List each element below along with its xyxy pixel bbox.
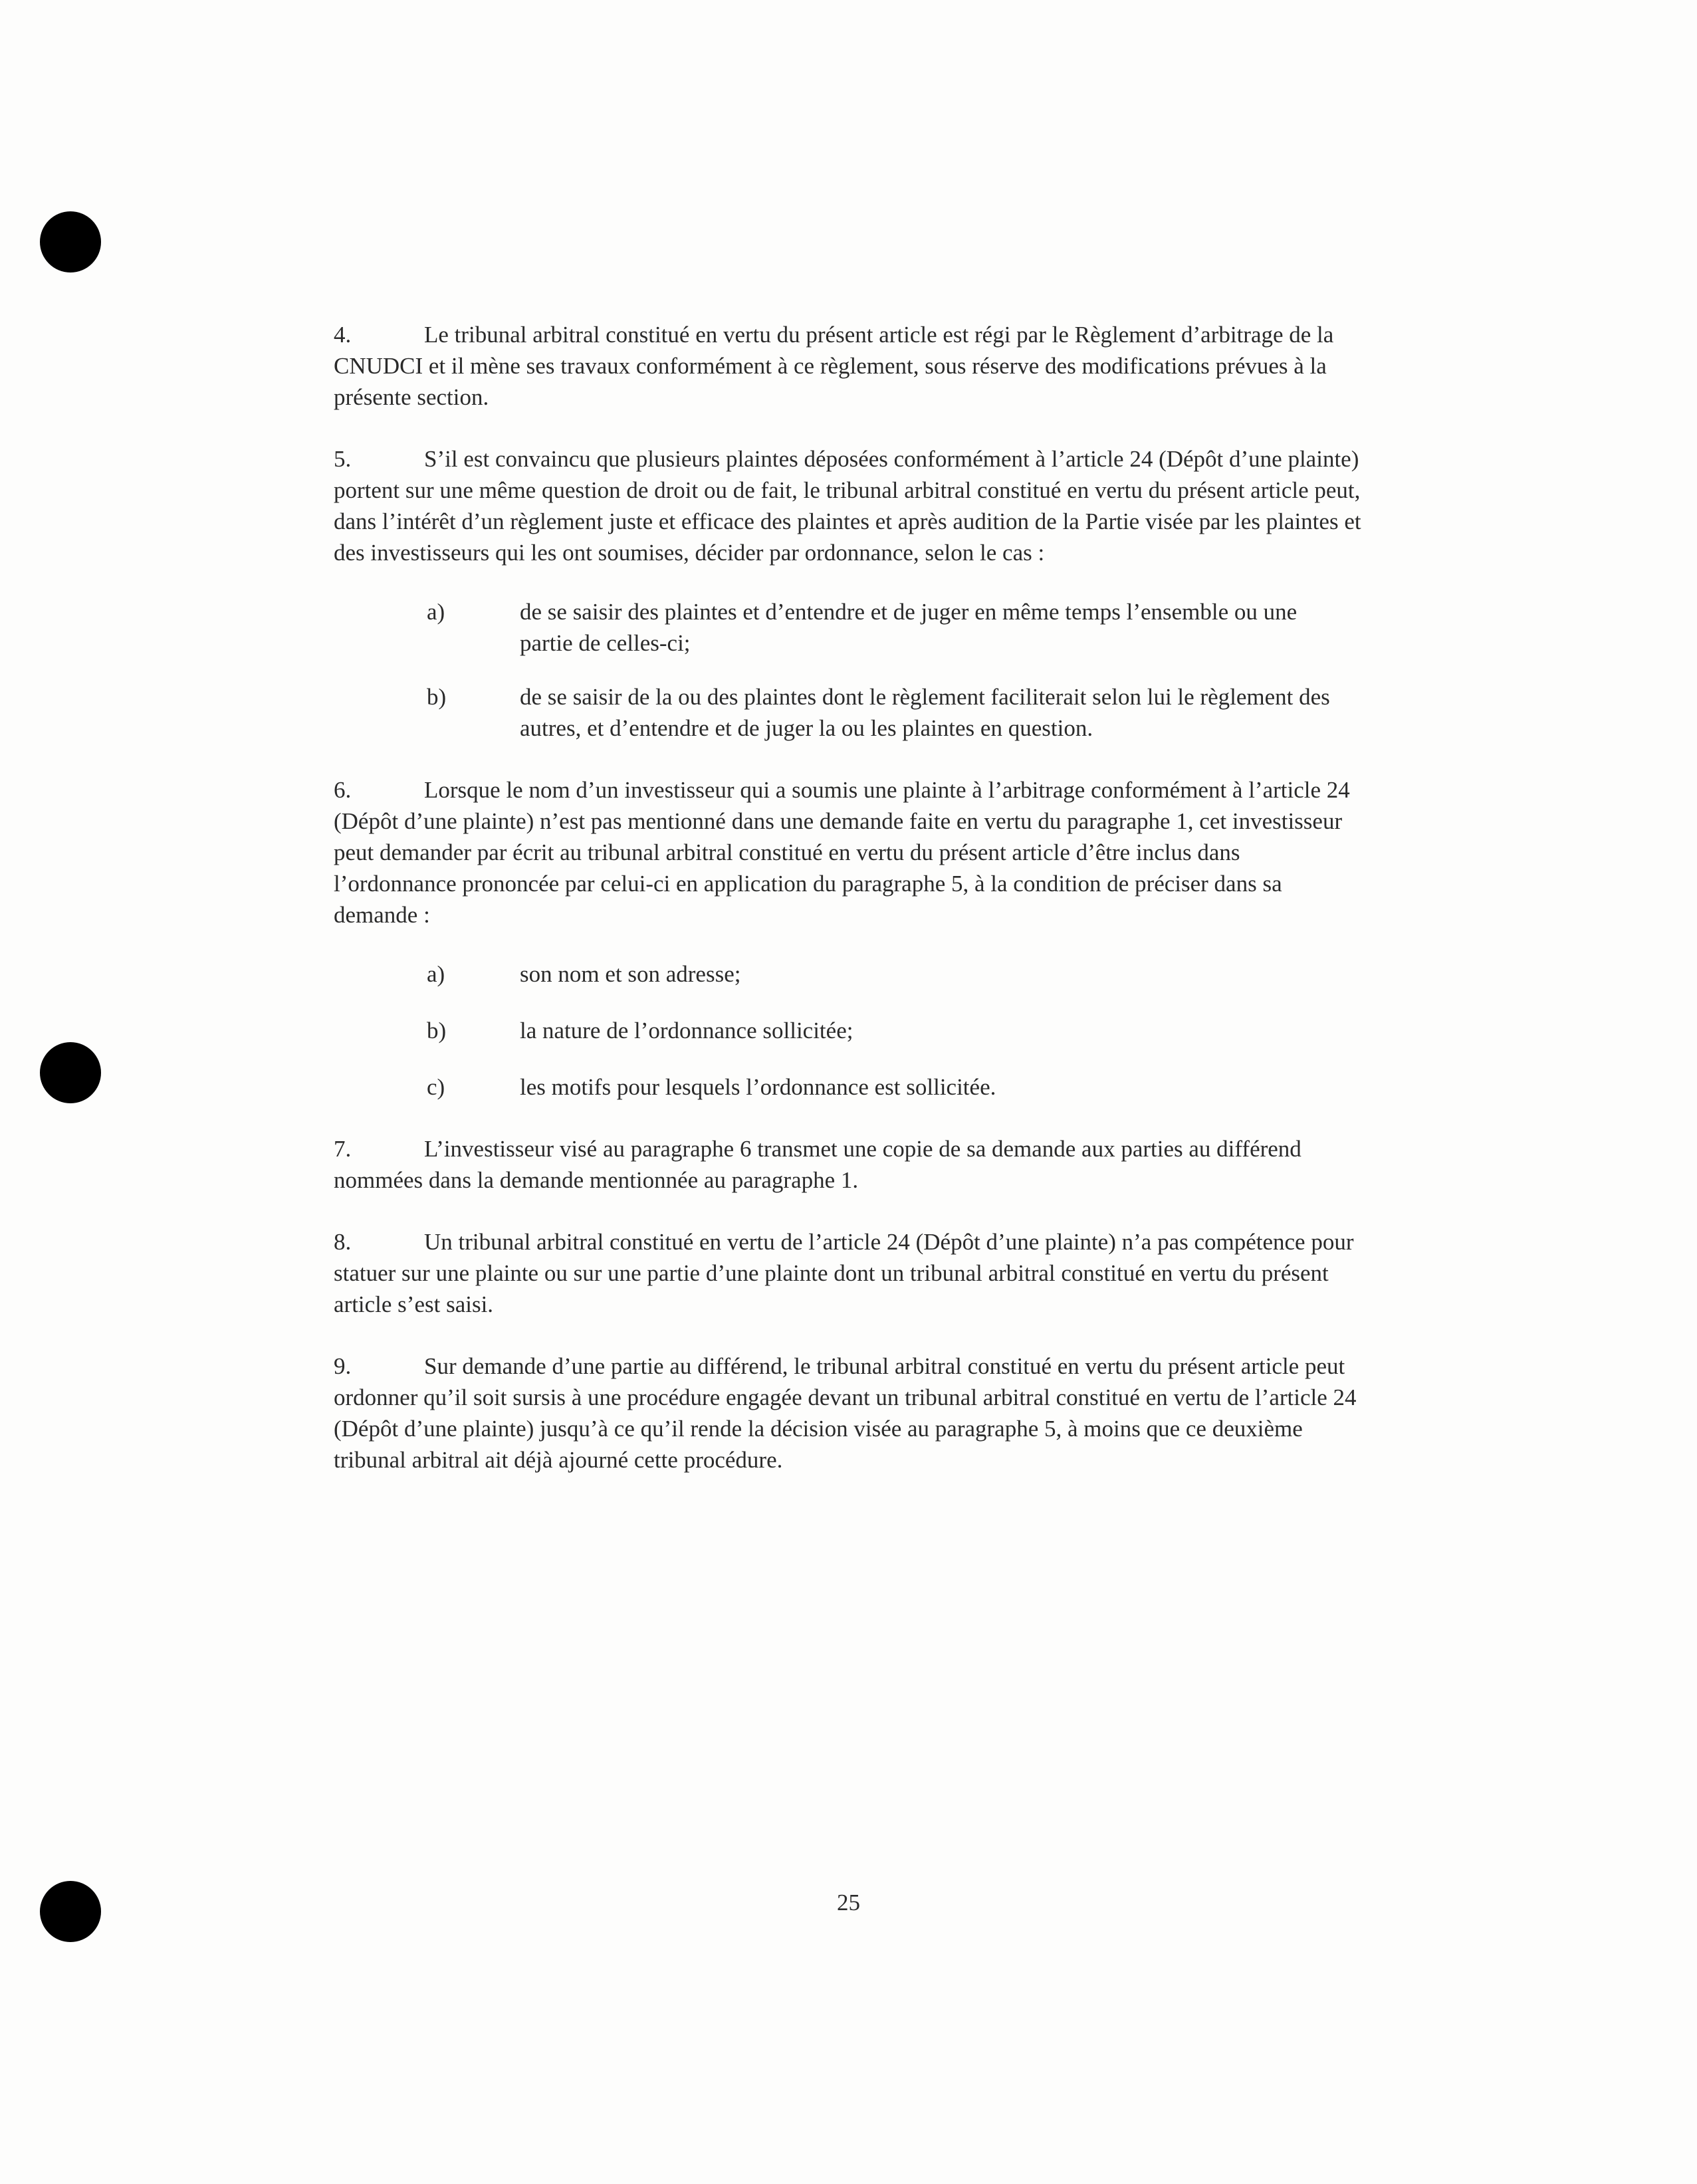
paragraph-5 [334, 443, 1363, 568]
paragraph-text: L’investisseur visé au paragraphe 6 transmet une copie de sa demande aux parties au différend nommées dans la demande mentionnée au paragraphe 1. [334, 1136, 1301, 1193]
paragraph-number: 7. [334, 1136, 352, 1162]
paragraph-number: 6. [334, 777, 352, 803]
list-item-text: de se saisir de la ou des plaintes dont le règlement faciliterait selon lui le règlement des autres, et d’entendre et de juger la ou les plaintes en question. [520, 684, 1330, 741]
paragraph-number: 4. [334, 322, 352, 348]
paragraph-text: Lorsque le nom d’un investisseur qui a soumis une plainte à l’arbitrage conformément à l’article 24 (Dépôt d’une plainte) n’est pas mentionné dans une demande faite en vertu du paragraphe 1, cet investisseur peut demander par écrit au tribunal arbitral constitué en vertu du présent article d’être inclus dans l’ordonnance prononcée par celui-ci en application du paragraphe 5, à la condition de préciser dans sa demande : [334, 777, 1350, 928]
paragraph-6-list [334, 958, 1363, 1103]
paragraph-text: S’il est convaincu que plusieurs plaintes déposées conformément à l’article 24 (Dépôt d’une plainte) portent sur une même question de droit ou de fait, le tribunal arbitral constitué en vertu du présent article peut, dans l’intérêt d’un règlement juste et efficace des plaintes et après audition de la Partie visée par les plaintes et des investisseurs qui les ont soumises, décider par ordonnance, selon le cas : [334, 446, 1361, 566]
binder-hole-middle [40, 1042, 101, 1103]
paragraph-5-list [334, 596, 1363, 744]
list-item [334, 596, 1363, 659]
list-item-letter: b) [427, 1018, 447, 1043]
list-item-letter: b) [427, 684, 447, 710]
list-item-text: de se saisir des plaintes et d’entendre et de juger en même temps l’ensemble ou une partie de celles-ci; [520, 599, 1298, 656]
list-item-letter: a) [427, 599, 445, 625]
paragraph-8 [334, 1226, 1363, 1320]
list-item [334, 681, 1363, 744]
paragraph-text: Sur demande d’une partie au différend, le tribunal arbitral constitué en vertu du présent article peut ordonner qu’il soit sursis à une procédure engagée devant un tribunal arbitral constitué en vertu de l’article 24 (Dépôt d’une plainte) jusqu’à ce qu’il rende la décision visée au paragraphe 5, à moins que ce deuxième tribunal arbitral ait déjà ajourné cette procédure. [334, 1353, 1357, 1473]
list-item-text: les motifs pour lesquels l’ordonnance est sollicitée. [520, 1074, 996, 1100]
paragraph-number: 9. [334, 1353, 352, 1379]
list-item [334, 958, 1363, 990]
list-item-letter: c) [427, 1074, 445, 1100]
list-item-letter: a) [427, 961, 445, 987]
list-item-text: son nom et son adresse; [520, 961, 741, 987]
paragraph-9 [334, 1351, 1363, 1475]
paragraph-4 [334, 319, 1363, 413]
paragraph-7 [334, 1133, 1363, 1196]
paragraph-number: 5. [334, 446, 352, 472]
paragraph-6 [334, 774, 1363, 930]
page-number: 25 [837, 1890, 860, 1915]
list-item [334, 1071, 1363, 1103]
paragraph-text: Un tribunal arbitral constitué en vertu de l’article 24 (Dépôt d’une plainte) n’a pas compétence pour statuer sur une plainte ou sur une partie d’une plainte dont un tribunal arbitral constitué en vertu du présent article s’est saisi. [334, 1229, 1354, 1317]
list-item [334, 1015, 1363, 1046]
list-item-text: la nature de l’ordonnance sollicitée; [520, 1018, 853, 1043]
paragraph-text: Le tribunal arbitral constitué en vertu du présent article est régi par le Règlement d’arbitrage de la CNUDCI et il mène ses travaux conformément à ce règlement, sous réserve des modifications prévues à la présente section. [334, 322, 1334, 410]
paragraph-number: 8. [334, 1229, 352, 1255]
document-body [334, 319, 1363, 1506]
binder-hole-top [40, 211, 101, 273]
